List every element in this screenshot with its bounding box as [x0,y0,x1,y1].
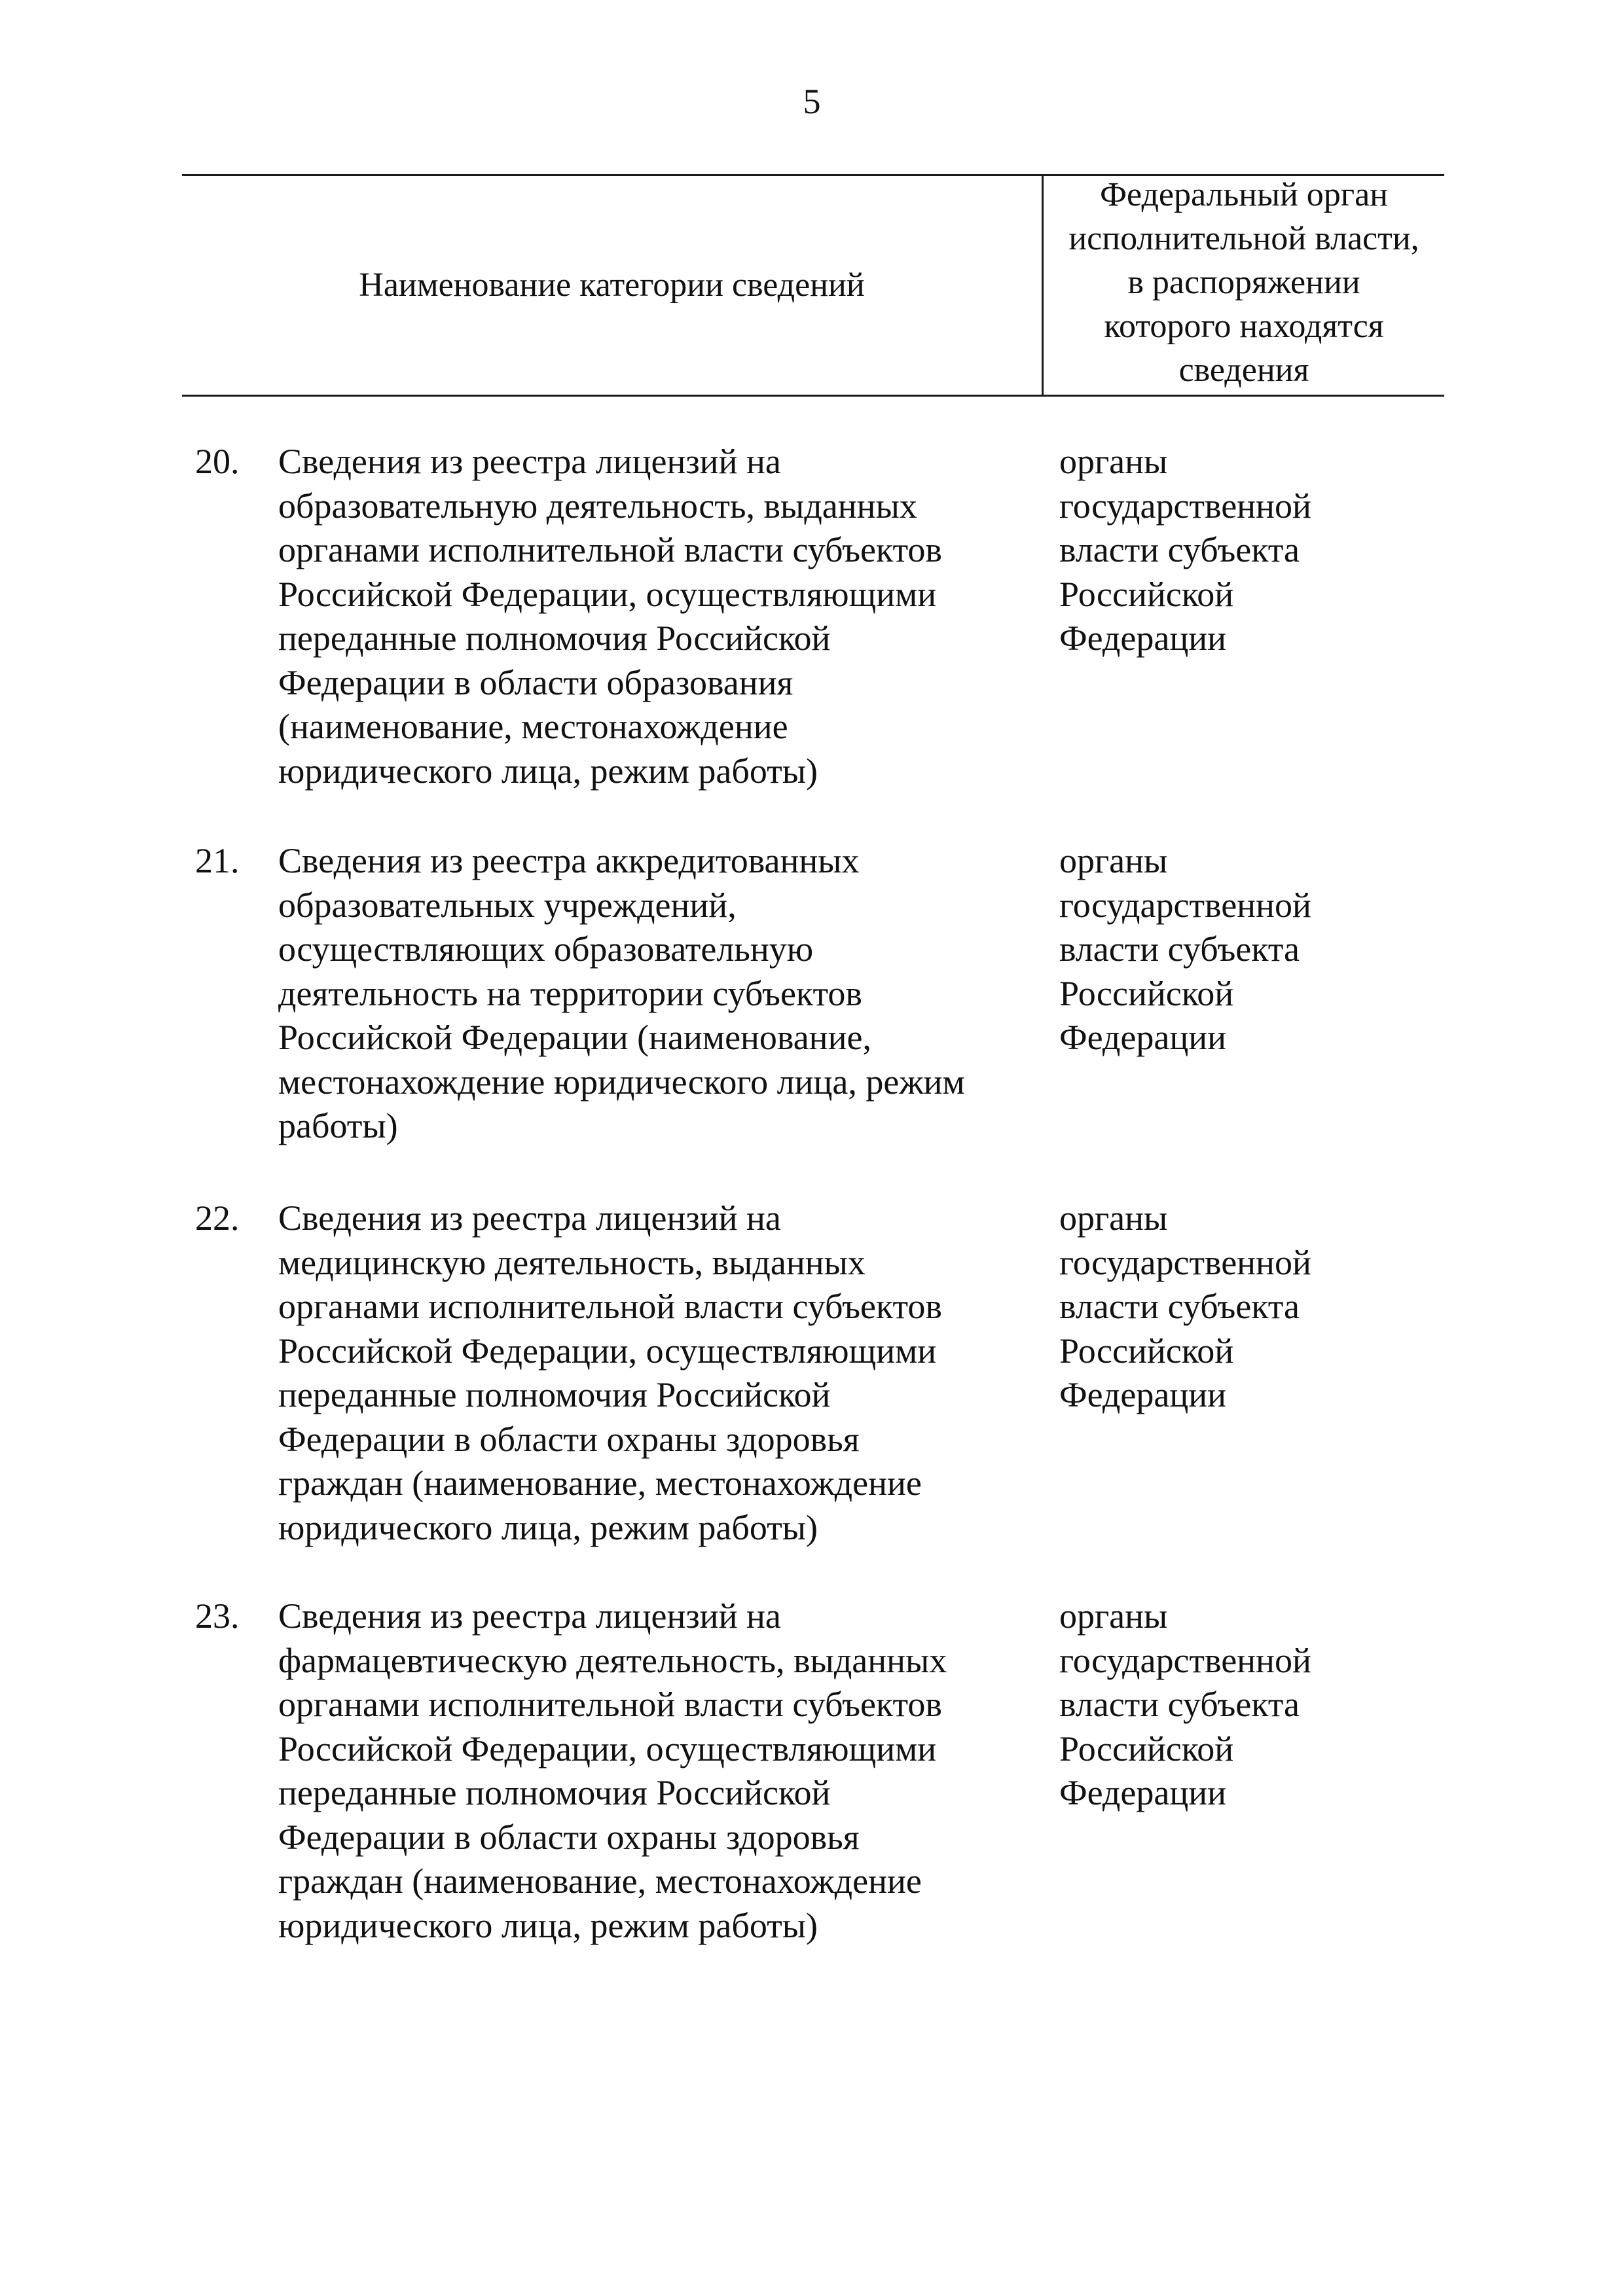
text-line: (наименование, местонахождение [278,707,788,746]
text-line: образовательных учреждений, [278,885,737,925]
text-line: юридического лица, режим работы) [278,751,818,791]
row-category-text [278,440,1038,793]
row-category-text [278,1594,1038,1948]
authority-line: Федерации [1059,1018,1227,1057]
text-line: Сведения из реестра лицензий на [278,1198,781,1238]
table-header-bottom-rule [182,395,1444,397]
text-line: фармацевтическую деятельность, выданных [278,1640,947,1680]
row-category-text [278,839,1038,1149]
text-line: переданные полномочия Российской [278,1375,831,1414]
text-line: Федерации в области охраны здоровья [278,1817,860,1857]
column-header-authority-line: исполнительной власти, [1068,220,1419,257]
column-header-authority-line: в распоряжении [1127,264,1360,301]
authority-line: Федерации [1059,619,1227,658]
text-line: переданные полномочия Российской [278,619,831,658]
authority-line: органы [1059,442,1168,481]
text-line: Федерации в области образования [278,662,793,702]
text-line: Сведения из реестра лицензий на [278,1596,781,1636]
column-header-authority-line: которого находятся [1104,308,1384,345]
authority-line: органы [1059,1198,1168,1238]
text-line: юридического лица, режим работы) [278,1905,818,1945]
column-header-category [182,175,1042,395]
row-authority-text [1059,440,1426,661]
authority-line: государственной [1059,1242,1311,1282]
row-authority-text [1059,1594,1426,1816]
authority-line: государственной [1059,1640,1311,1680]
authority-line: органы [1059,1596,1168,1636]
text-line: Сведения из реестра аккредитованных [278,841,860,880]
authority-line: органы [1059,841,1168,880]
text-line: Российской Федерации, осуществляющими [278,1729,937,1768]
row-number: 21. [195,841,240,880]
authority-line: Российской [1059,1729,1234,1768]
row-number: 22. [195,1198,240,1238]
row-authority-text [1059,839,1426,1060]
row-number: 23. [195,1596,240,1636]
authority-line: Российской [1059,574,1234,614]
text-line: осуществляющих образовательную [278,929,814,969]
text-line: Российской Федерации (наименование, [278,1018,871,1057]
authority-line: Российской [1059,973,1234,1013]
page-number: 5 [803,82,821,121]
text-line: органами исполнительной власти субъектов [278,1287,942,1326]
text-line: органами исполнительной власти субъектов [278,1685,942,1724]
text-line: деятельность на территории субъектов [278,973,862,1013]
text-line: Российской Федерации, осуществляющими [278,574,937,614]
row-number: 20. [195,442,240,481]
authority-line: Российской [1059,1331,1234,1371]
text-line: Федерации в области охраны здоровья [278,1419,860,1459]
column-header-authority [1044,173,1444,392]
text-line: работы) [278,1106,398,1145]
text-line: переданные полномочия Российской [278,1773,831,1812]
column-header-authority-line: сведения [1178,351,1309,389]
text-line: местонахождение юридического лица, режим [278,1062,965,1102]
authority-line: государственной [1059,885,1311,925]
authority-line: власти субъекта [1059,1287,1300,1326]
text-line: медицинскую деятельность, выданных [278,1242,866,1282]
row-category-text [278,1196,1038,1550]
column-header-authority-line: Федеральный орган [1099,176,1389,213]
authority-line: государственной [1059,486,1311,526]
text-line: Российской Федерации, осуществляющими [278,1331,937,1371]
authority-line: власти субъекта [1059,530,1300,569]
text-line: юридического лица, режим работы) [278,1507,818,1547]
text-line: образовательную деятельность, выданных [278,486,917,526]
column-header-category-label: Наименование категории сведений [359,266,865,304]
row-authority-text [1059,1196,1426,1418]
authority-line: Федерации [1059,1773,1227,1812]
text-line: граждан (наименование, местонахождение [278,1861,922,1901]
text-line: граждан (наименование, местонахождение [278,1463,922,1503]
authority-line: Федерации [1059,1375,1227,1414]
authority-line: власти субъекта [1059,929,1300,969]
text-line: органами исполнительной власти субъектов [278,530,942,569]
authority-line: власти субъекта [1059,1685,1300,1724]
text-line: Сведения из реестра лицензий на [278,442,781,481]
